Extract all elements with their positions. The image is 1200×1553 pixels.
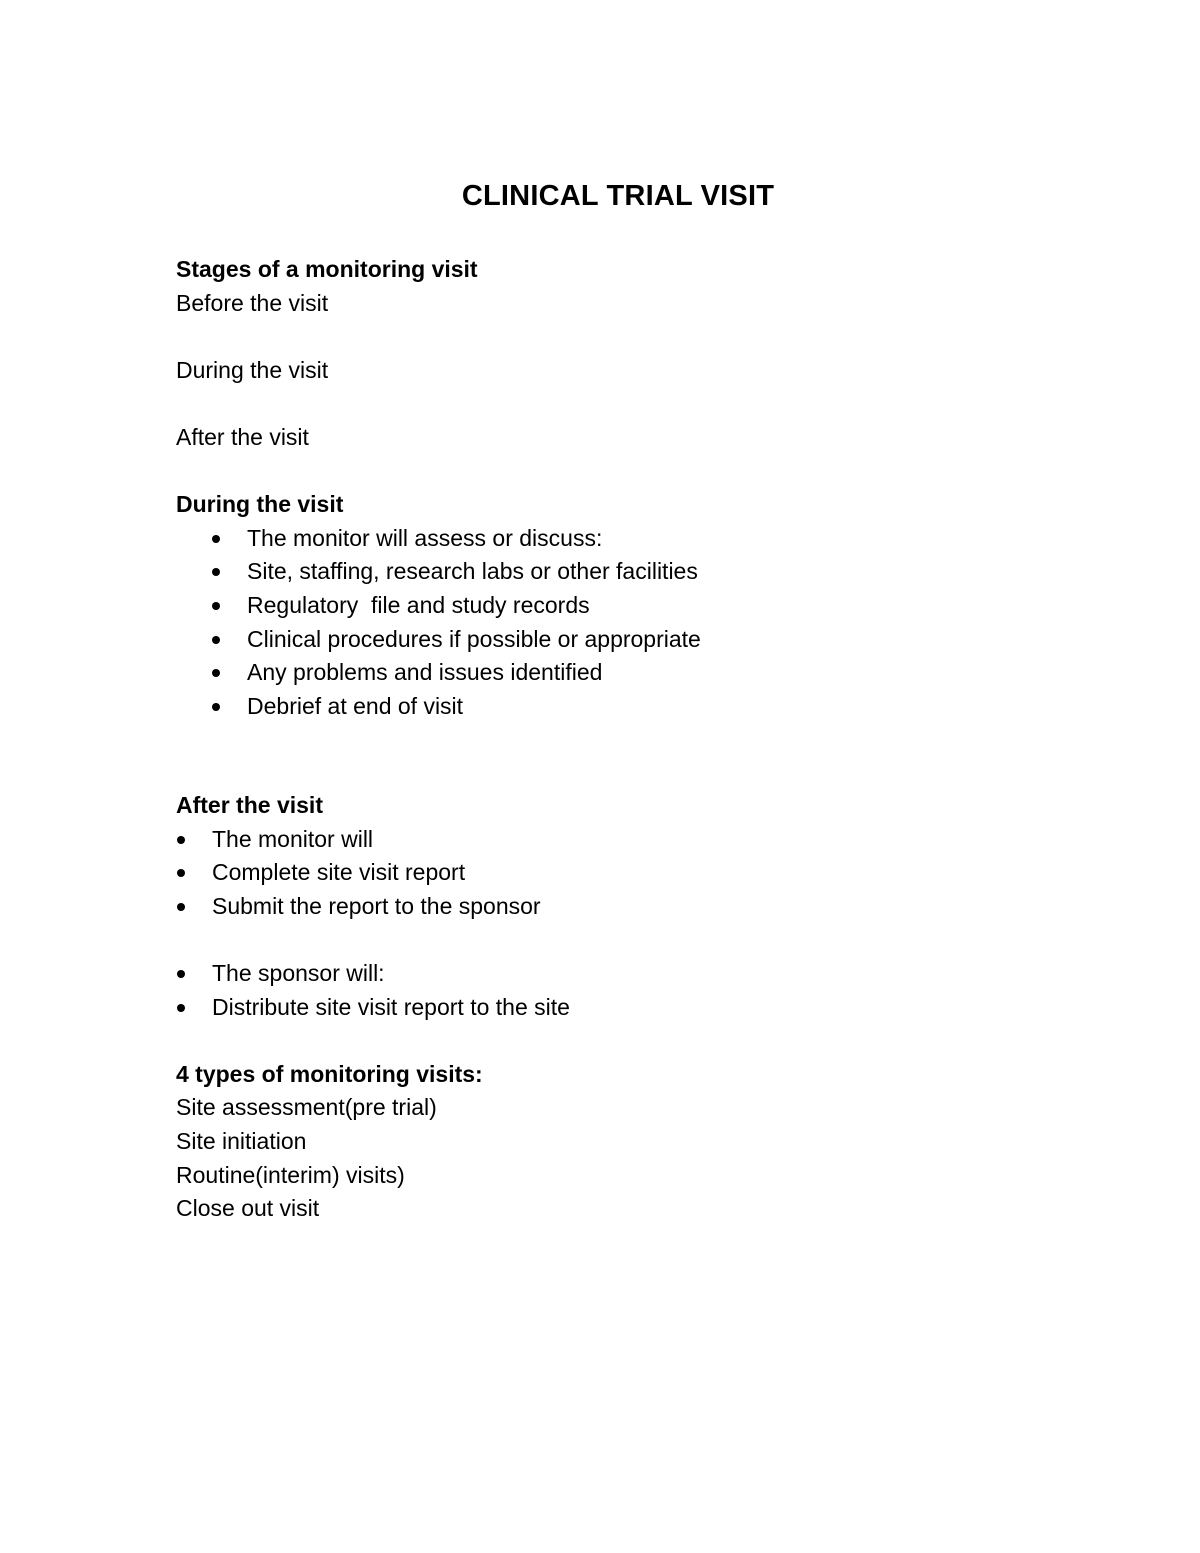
list-item: Distribute site visit report to the site bbox=[176, 991, 570, 1025]
list-item: Site, staffing, research labs or other facilities bbox=[176, 555, 701, 589]
bullet-icon bbox=[212, 568, 220, 576]
after-bullet-list-sponsor bbox=[176, 957, 570, 1024]
stage-item: During the visit bbox=[176, 356, 329, 383]
during-heading: During the visit bbox=[176, 491, 344, 518]
after-bullet-list-monitor bbox=[176, 823, 570, 924]
page-title: CLINICAL TRIAL VISIT bbox=[461, 180, 775, 212]
bullet-icon bbox=[212, 703, 220, 711]
list-item: Clinical procedures if possible or appropriate bbox=[176, 623, 701, 657]
after-heading: After the visit bbox=[176, 792, 323, 818]
list-item: The monitor will bbox=[176, 823, 570, 857]
type-item: Site assessment(pre trial) bbox=[176, 1094, 437, 1121]
type-item: Site initiation bbox=[176, 1127, 307, 1154]
types-heading: 4 types of monitoring visits: bbox=[176, 1060, 483, 1087]
stages-section bbox=[176, 253, 701, 723]
bullet-icon bbox=[177, 903, 185, 911]
list-item: The sponsor will: bbox=[176, 957, 570, 991]
type-item: Close out visit bbox=[176, 1195, 320, 1222]
during-bullet-list bbox=[176, 522, 701, 724]
type-item: Routine(interim) visits) bbox=[176, 1161, 405, 1188]
bullet-icon bbox=[212, 669, 220, 677]
list-item: Complete site visit report bbox=[176, 856, 570, 890]
bullet-icon bbox=[212, 636, 220, 644]
bullet-icon bbox=[177, 869, 185, 877]
bullet-icon bbox=[177, 1004, 185, 1012]
list-item: The monitor will assess or discuss: bbox=[176, 522, 701, 556]
list-item: Submit the report to the sponsor bbox=[176, 890, 570, 924]
list-item: Debrief at end of visit bbox=[176, 690, 701, 724]
bullet-icon bbox=[212, 535, 220, 543]
list-item: Any problems and issues identified bbox=[176, 656, 701, 690]
stages-heading: Stages of a monitoring visit bbox=[176, 256, 478, 282]
bullet-icon bbox=[212, 602, 220, 610]
stage-item: Before the visit bbox=[176, 289, 329, 316]
bullet-icon bbox=[177, 970, 185, 978]
bullet-icon bbox=[177, 836, 185, 844]
list-item: Regulatory file and study records bbox=[176, 589, 701, 623]
stage-item: After the visit bbox=[176, 423, 309, 450]
after-section bbox=[176, 789, 570, 1226]
